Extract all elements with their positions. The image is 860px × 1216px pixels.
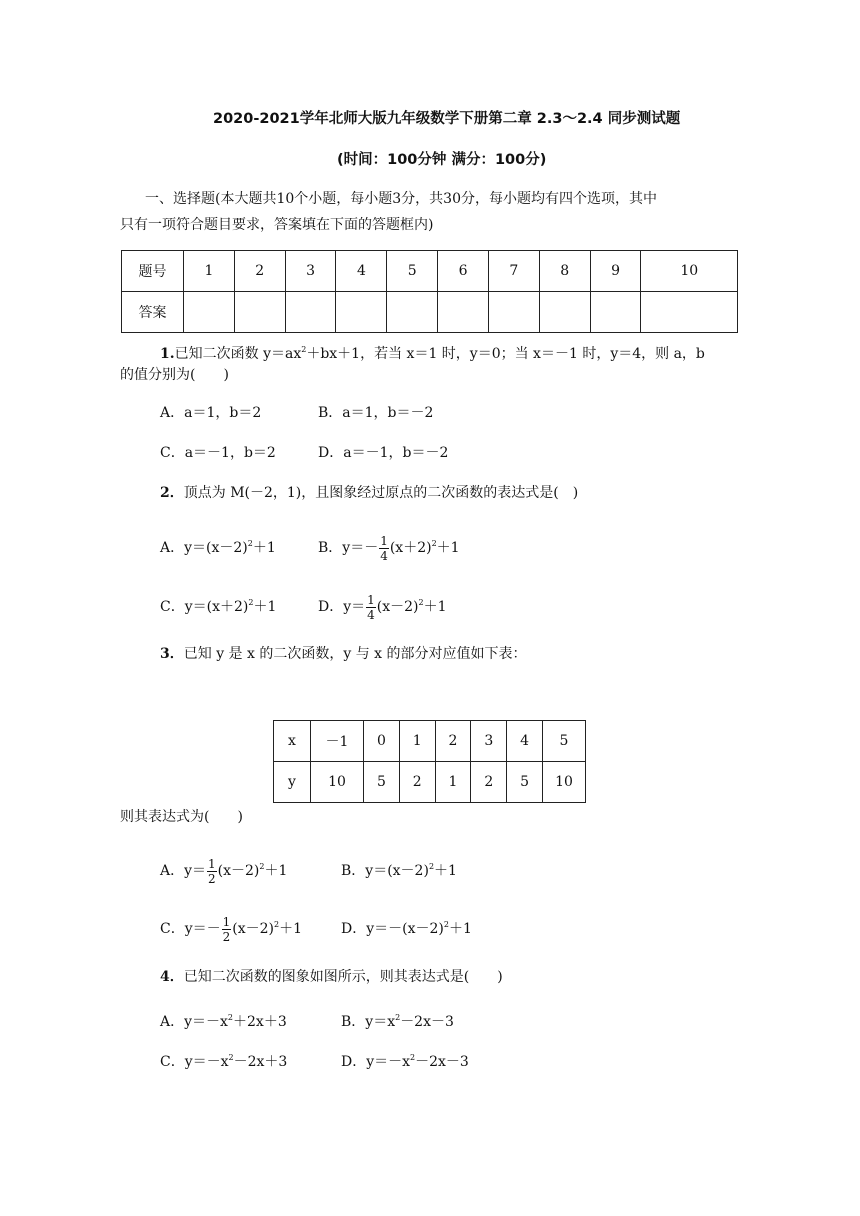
fraction-denominator: 4 [367, 607, 375, 622]
answer-grid-number-cell: 5 [387, 251, 438, 292]
question-2-stem [160, 480, 578, 507]
exponent: 2 [418, 598, 424, 607]
question-1-option-a[interactable]: A．a＝1，b＝2 [160, 405, 262, 421]
option-text: D．y＝－(x－2) [341, 921, 444, 937]
option-text: D．y＝ [318, 599, 366, 615]
question-2-option-a[interactable] [160, 530, 276, 562]
question-1-number: 1. [160, 346, 175, 362]
question-2-option-b[interactable] [318, 530, 460, 563]
answer-grid-number-cell: 2 [234, 251, 285, 292]
question-3-stem [160, 641, 527, 668]
option-text: ＋1 [434, 863, 457, 879]
xy-table-y-label: y [274, 762, 311, 803]
answer-grid-number-cell: 4 [336, 251, 387, 292]
xy-table-x-cell: 0 [364, 721, 400, 762]
answer-grid-number-cell: 10 [641, 251, 738, 292]
option-text: C．y＝(x＋2) [160, 599, 249, 615]
option-text: (x＋2) [389, 540, 432, 556]
question-1-option-c[interactable]: C．a＝－1，b＝2 [160, 445, 276, 461]
option-text: ＋1 [253, 599, 277, 615]
xy-table-y-cell: 10 [543, 762, 586, 803]
xy-table-y-cell: 10 [311, 762, 364, 803]
option-text: ＋1 [252, 540, 276, 556]
xy-table-x-cell: 2 [435, 721, 471, 762]
answer-cell-5[interactable] [387, 292, 438, 333]
exponent: 2 [443, 920, 449, 929]
fraction-denominator: 2 [222, 929, 231, 944]
question-3-text: 已知 y 是 x 的二次函数，y 与 x 的部分对应值如下表： [183, 646, 527, 662]
fraction [222, 915, 232, 944]
question-4-option-d[interactable] [341, 1044, 469, 1076]
question-4-option-b[interactable] [341, 1004, 454, 1036]
option-text: B．y＝(x－2) [341, 863, 429, 879]
option-text: －2x－3 [400, 1014, 454, 1030]
option-text: C．y＝－x [160, 1054, 229, 1070]
answer-grid-number-cell: 6 [438, 251, 489, 292]
answer-cell-6[interactable] [438, 292, 489, 333]
fraction [366, 593, 376, 622]
option-text: ＋1 [279, 921, 303, 937]
fraction-denominator: 2 [208, 871, 216, 886]
question-1-option-b[interactable]: B．a＝1，b＝－2 [318, 405, 434, 421]
fraction [379, 534, 389, 563]
question-1-line1 [160, 336, 705, 368]
fraction-denominator: 4 [380, 548, 388, 563]
exponent: 2 [395, 1013, 401, 1022]
option-text: (x－2) [376, 599, 419, 615]
exponent: 2 [227, 1013, 234, 1022]
option-text: (x－2) [217, 863, 260, 879]
option-text: D．y＝－x [341, 1054, 411, 1070]
option-text: A．y＝ [160, 863, 207, 879]
xy-table-y-cell: 5 [507, 762, 543, 803]
question-2-option-c[interactable] [160, 589, 276, 621]
option-text: ＋1 [436, 540, 460, 556]
option-text: ＋1 [448, 921, 472, 937]
question-4-option-c[interactable] [160, 1044, 287, 1076]
answer-cell-4[interactable] [336, 292, 387, 333]
exponent: 2 [428, 862, 435, 871]
answer-grid-label-number: 题号 [122, 251, 184, 292]
answer-cell-9[interactable] [590, 292, 641, 333]
question-1-line2: 的值分别为( ) [120, 367, 229, 383]
xy-value-table [273, 720, 586, 803]
answer-cell-7[interactable] [488, 292, 539, 333]
question-4-text: 已知二次函数的图象如图所示，则其表达式是( ) [183, 969, 503, 985]
answer-grid-label-answer: 答案 [122, 292, 184, 333]
question-3-option-c[interactable] [160, 911, 302, 944]
question-4-stem [160, 964, 503, 991]
section-intro-line2: 只有一项符合题目要求，答案填在下面的答题框内) [120, 217, 434, 233]
option-text: A．y＝(x－2) [160, 540, 248, 556]
question-3-option-d[interactable] [341, 911, 472, 943]
xy-table-y-cell: 2 [399, 762, 435, 803]
xy-table-x-cell: 4 [507, 721, 543, 762]
answer-cell-3[interactable] [285, 292, 336, 333]
exponent: 2 [274, 920, 280, 929]
xy-table-y-cell: 1 [435, 762, 471, 803]
answer-grid-table [121, 250, 738, 333]
option-text: C．y＝－ [160, 921, 221, 937]
option-text: ＋1 [423, 599, 447, 615]
xy-table-y-cell: 2 [471, 762, 507, 803]
option-text: －2x＋3 [233, 1054, 288, 1070]
question-2-text: 顶点为 M(－2，1)，且图象经过原点的二次函数的表达式是( ) [183, 485, 579, 501]
question-3-number: 3． [160, 646, 184, 662]
answer-cell-10[interactable] [641, 292, 738, 333]
question-4-number: 4． [160, 969, 184, 985]
fraction-numerator: 1 [222, 914, 231, 929]
question-2-number: 2． [160, 485, 184, 501]
question-1-text-b: ＋bx＋1，若当 x＝1 时，y＝0；当 x＝－1 时，y＝4，则 a，b [306, 346, 705, 362]
exponent: 2 [410, 1053, 416, 1062]
xy-table-x-cell: 1 [399, 721, 435, 762]
page-subtitle: (时间：100分钟 满分：100分) [337, 152, 547, 168]
answer-cell-2[interactable] [234, 292, 285, 333]
option-text: ＋2x＋3 [233, 1014, 287, 1030]
question-1-option-d[interactable]: D．a＝－1，b＝－2 [318, 445, 449, 461]
option-text: ＋1 [264, 863, 288, 879]
exponent: 2 [259, 862, 265, 871]
fraction-numerator: 1 [380, 533, 388, 548]
answer-grid-number-cell: 8 [539, 251, 590, 292]
option-text: A．y＝－x [160, 1014, 228, 1030]
xy-table-x-cell: 5 [543, 721, 586, 762]
xy-table-x-label: x [274, 721, 311, 762]
fraction [207, 857, 217, 886]
question-3-option-b[interactable] [341, 853, 457, 885]
exponent: 2 [228, 1053, 234, 1062]
question-2-option-d[interactable] [318, 589, 447, 622]
answer-grid-number-cell: 1 [184, 251, 235, 292]
answer-cell-1[interactable] [184, 292, 235, 333]
exponent: 2 [247, 539, 253, 548]
question-4-option-a[interactable] [160, 1004, 287, 1036]
section-intro-line1: 一、选择题(本大题共10个小题，每小题3分，共30分，每小题均有四个选项，其中 [145, 191, 657, 207]
fraction-numerator: 1 [208, 856, 216, 871]
question-3-after-table: 则其表达式为( ) [120, 809, 243, 825]
question-3-option-a[interactable] [160, 853, 287, 886]
answer-cell-8[interactable] [539, 292, 590, 333]
xy-table-x-cell: 3 [471, 721, 507, 762]
answer-grid-number-cell: 9 [590, 251, 641, 292]
answer-grid-number-cell: 3 [285, 251, 336, 292]
option-text: －2x－3 [415, 1054, 469, 1070]
xy-table-x-cell: －1 [311, 721, 364, 762]
option-text: B．y＝x [341, 1014, 396, 1030]
exponent: 2 [301, 345, 307, 354]
answer-grid-number-cell: 7 [488, 251, 539, 292]
option-text: (x－2) [232, 921, 274, 937]
exponent: 2 [431, 539, 437, 548]
exponent: 2 [248, 598, 254, 607]
fraction-numerator: 1 [367, 592, 375, 607]
page-title: 2020-2021学年北师大版九年级数学下册第二章 2.3～2.4 同步测试题 [213, 111, 681, 127]
xy-table-y-cell: 5 [364, 762, 400, 803]
question-1-text-a: 已知二次函数 y＝ax [174, 346, 302, 362]
option-text: B．y＝－ [318, 540, 379, 556]
